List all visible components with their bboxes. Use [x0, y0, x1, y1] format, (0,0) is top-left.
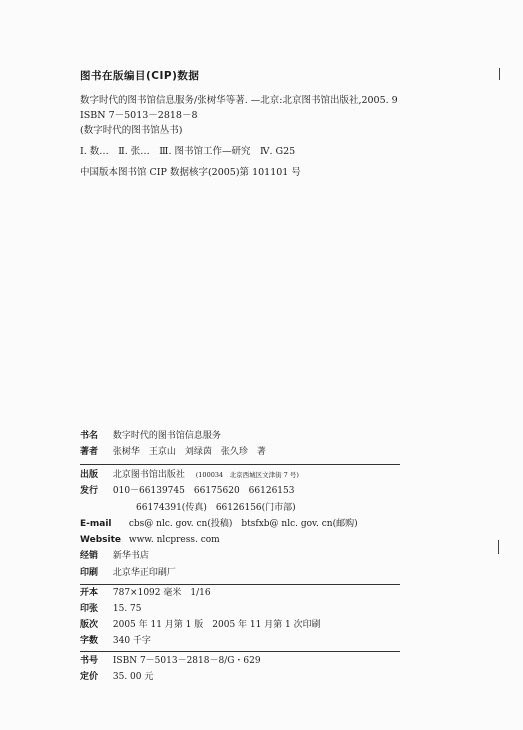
price: 35. 00 元	[112, 672, 154, 682]
cip-line-subjects: Ⅰ. 数… Ⅱ. 张… Ⅲ. 图书馆工作—研究 Ⅳ. G25	[80, 146, 296, 157]
cip-data-block	[80, 68, 500, 180]
website: www. nlcpress. com	[128, 535, 220, 545]
divider	[80, 584, 400, 585]
colophon-label: 著者	[80, 447, 99, 457]
colophon-label: E-mail	[80, 519, 112, 529]
colophon-row-price	[80, 671, 153, 684]
cip-line-series: (数字时代的图书馆丛书)	[80, 125, 183, 136]
scan-edge-mark	[498, 540, 499, 554]
colophon-row-sales	[80, 550, 149, 563]
divider	[80, 651, 400, 652]
colophon-label: 字数	[80, 636, 99, 646]
distribution-phones: 010－66139745 66175620 66126153	[112, 486, 295, 496]
colophon-row-title	[80, 430, 221, 443]
colophon-label: 定价	[80, 672, 99, 682]
scan-edge-mark	[499, 68, 500, 80]
authors: 张树华 王京山 刘绿茵 张久珍 著	[112, 447, 266, 457]
colophon-label: 发行	[80, 486, 99, 496]
cip-line-isbn: ISBN 7－5013－2818－8	[80, 110, 198, 121]
format: 787×1092 毫米 1/16	[112, 588, 211, 598]
colophon-row-website	[80, 534, 220, 547]
cip-line-record-number: 中国版本图书馆 CIP 数据核字(2005)第 101101 号	[80, 167, 301, 178]
sheets: 15. 75	[112, 604, 142, 614]
colophon-row-publisher	[80, 469, 299, 482]
colophon-row-email	[80, 518, 358, 531]
colophon-row-format	[80, 587, 211, 600]
colophon-row-edition	[80, 619, 321, 632]
cip-line-bibliographic: 数字时代的图书馆信息服务/张树华等著. —北京:北京图书馆出版社,2005. 9	[80, 95, 398, 106]
book-title: 数字时代的图书馆信息服务	[112, 431, 221, 441]
colophon-label: 印刷	[80, 568, 99, 578]
colophon-label: 版次	[80, 620, 99, 630]
colophon-row-distribution	[80, 485, 294, 498]
colophon-label: 印张	[80, 604, 99, 614]
edition: 2005 年 11 月第 1 版 2005 年 11 月第 1 次印刷	[112, 620, 321, 630]
word-count: 340 千字	[112, 636, 151, 646]
isbn: ISBN 7－5013－2818－8/G・629	[112, 656, 261, 666]
sales: 新华书店	[112, 551, 149, 561]
printer: 北京华正印刷厂	[112, 568, 176, 578]
colophon-label: 经销	[80, 551, 99, 561]
divider	[80, 464, 400, 465]
cip-title: 图书在版编目(CIP)数据	[80, 70, 200, 82]
email: cbs@ nlc. gov. cn(投稿) btsfxb@ nlc. gov. cn(邮购)	[128, 519, 358, 529]
colophon-row-word-count	[80, 635, 151, 648]
colophon-label: Website	[80, 535, 122, 545]
publisher: 北京图书馆出版社	[112, 470, 185, 480]
colophon-row-printing	[80, 567, 176, 580]
colophon-label: 书名	[80, 431, 99, 441]
colophon-row-sheets	[80, 603, 142, 616]
colophon-label: 书号	[80, 656, 99, 666]
colophon-row-isbn	[80, 655, 261, 668]
distribution-phones-2: 66174391(传真) 66126156(门市部)	[136, 503, 296, 513]
colophon-row-authors	[80, 446, 266, 459]
colophon-label: 出版	[80, 470, 99, 480]
publisher-address: (100034 北京西城区文津街 7 号)	[195, 471, 299, 479]
colophon-label: 开本	[80, 588, 99, 598]
